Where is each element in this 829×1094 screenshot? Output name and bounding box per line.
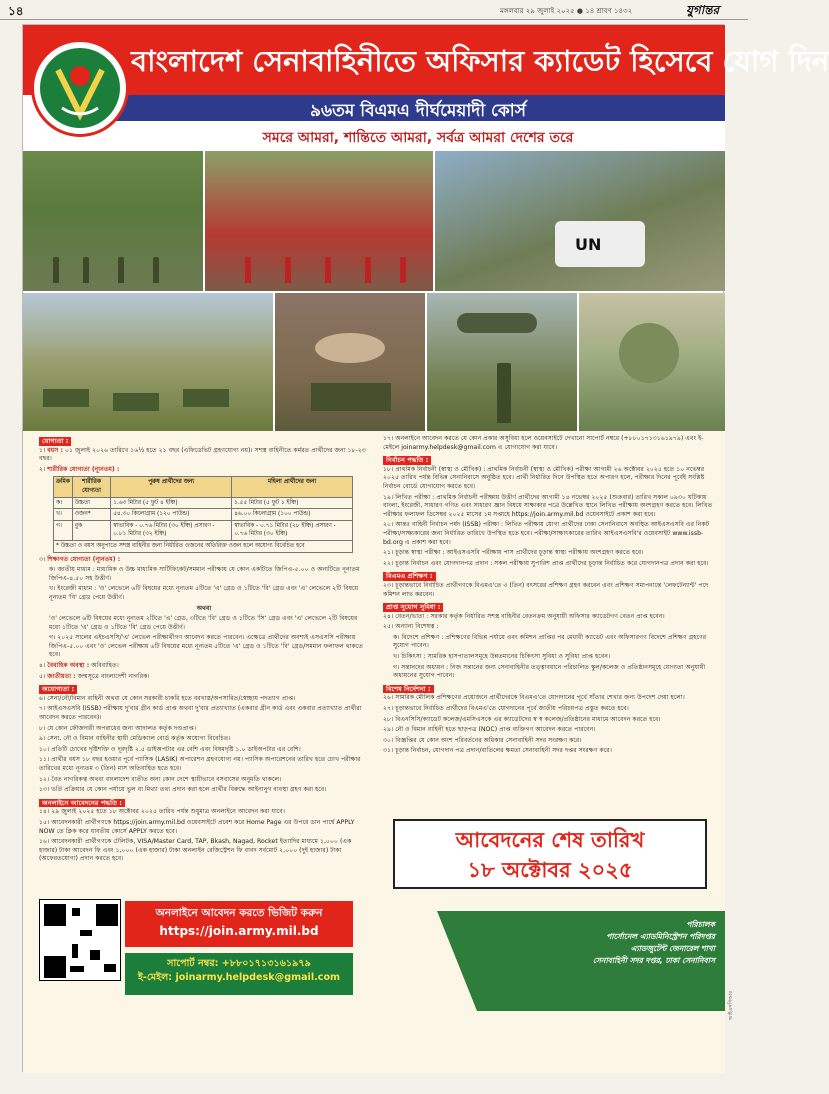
course-title: ৯৬তম বিএমএ দীর্ঘমেয়াদী কোর্স bbox=[310, 101, 526, 121]
education-national: ক। জাতীয় মাধ্যম : মাধ্যমিক ও উচ্চ মাধ্যমিক সার্টিফিকেট/সমমান পরীক্ষায় যে কোন একটিতে জিপিএ-৫.০০ ও অন্যটিতে নূন্যতম জিপিএ-৪.৫০ সহ উত্তীর্ণ। bbox=[49, 566, 360, 582]
apply-online-text: অনলাইনে আবেদন করতে ভিজিট করুন bbox=[155, 907, 323, 919]
physical-requirements-table bbox=[53, 476, 353, 552]
list-item: খ। চিকিৎসা : সামরিক হাসপাতালসমূহে উন্নতমানের চিকিৎসা সুবিধা ও সুবিধা প্রাপ্ত হবেন। bbox=[393, 653, 611, 661]
eligibility-age: ১। বয়স : ০১ জুলাই ২০২৬ তারিখে ১৬½ হতে ২১ বছর (এফিডেভিট গ্রহণযোগ্য নয়)। সশস্ত্র বাহিনীতে কর্মরত প্রার্থীদের জন্য ১৮-২৩ বছর। bbox=[39, 446, 366, 463]
issuer-directorate: পার্সোনেল এ্যাডমিনিস্ট্রেশন পরিদপ্তর bbox=[606, 932, 715, 941]
newspaper-logo: যুগান্তর bbox=[686, 3, 720, 17]
list-item: ২৪। বেতন/ভাতা : সরকার কর্তৃক নির্ধারিত সশস্ত্র বাহিনীর বেতনক্রম অনুযায়ী অফিসার ক্যাডেটগণ বেতন প্রাপ্ত হবেন। bbox=[383, 612, 665, 620]
banner-title: বাংলাদেশ সেনাবাহিনীতে অফিসার ক্যাডেট হিসেবে যোগ দিন bbox=[131, 44, 829, 78]
table-header: পুরুষ প্রার্থীদের জন্য bbox=[111, 477, 232, 497]
page-number: ১৪ bbox=[8, 4, 24, 18]
education-hsc-candidates: গ। ২০২৫ সালের এইচএসসি/'এ' লেভেল পরীক্ষার্থীগণ আবেদন করতে পারবেন। এক্ষেত্রে প্রার্থীদের অবশ্যই এসএসসি পরীক্ষায় জিপিএ-৫.০০ এবং 'ও' লেভেল পরীক্ষায় ৬টি বিষয়ের মধ্যে নূন্যতম ৫টিতে 'এ' গ্রেড ও ১টিতে 'বি' গ্রেড/সমমান ফলাফল থাকতে হবে। bbox=[49, 634, 363, 659]
table-header: ক্রমিক bbox=[54, 477, 73, 497]
list-item: ১১। প্রার্থীর বয়স ১৮ বছর হওয়ার পূর্বে প্যাসিক (LASIK) অপারেশন গ্রহণযোগ্য নয়। প্যাসিক অপারেশনের তারিখ হতে চোখ পরীক্ষার তারিখের মধ্যে নূন্যতম ৩ (তিন) মাস অতিবাহিত হতে হবে। bbox=[39, 756, 361, 772]
list-item: ১৮। প্রাথমিক নির্বাচনী (স্বাস্থ্য ও মৌখিক) : প্রাথমিক নির্বাচনী (স্বাস্থ্য ও মৌখিক) পরীক্ষা আগামী ২৬ অক্টোবর ২০২৫ হতে ১০ নভেম্বর ২০২৫ তারিখ পর্যন্ত বিভিন্ন সেনানিবাসে অনুষ্ঠিত হবে। প্রার্থী নির্ধারিত দিনে উপস্থিত হতে অপারগ হলে, পরীক্ষার দিনের পূর্বেই সংশ্লিষ্ট নির্বাচন বোর্ডে যোগাযোগ করতে হবে। bbox=[383, 465, 705, 490]
deadline-box bbox=[393, 819, 707, 889]
table-row: ক। উচ্চতা ১.৬৩ মিটার (৫ ফুট ৪ ইঞ্চি) ১.৫৫ মিটার (৫ ফুট ১ ইঞ্চি) bbox=[54, 497, 353, 509]
left-column bbox=[39, 435, 369, 866]
table-row: খ। ওজন* ৫৪.৩০ কিলোগ্রাম (১২০ পাউন্ড) ৪৬.০০ কিলোগ্রাম (১০০ পাউন্ড) bbox=[54, 509, 353, 521]
list-item: ১২। বৈত নাগরিকত্ব অথবা বাংলাদেশ ব্যতীত অন্য কোন দেশে স্থায়ীভাবে বসবাসের অনুমতি থাকলে। bbox=[39, 775, 282, 783]
photo-parade-band bbox=[205, 151, 433, 291]
online-heading: অনলাইনে আবেদনের পদ্ধতি : bbox=[39, 799, 125, 808]
selection-heading: নির্বাচন পদ্ধতি : bbox=[383, 456, 431, 465]
list-item: ২৩। চূড়ান্তভাবে নির্বাচিত প্রার্থীগণকে বিএমএ'তে ৩ (তিন) বৎসরের প্রশিক্ষণ গ্রহণ করবেন এবং প্রশিক্ষণ সমাপনান্তে 'লেফটেন্যান্ট' পদে কমিশন লাভ করবেন। bbox=[383, 581, 709, 598]
list-item: ২১। চূড়ান্ত স্বাস্থ্য পরীক্ষা : আইএসএসবি পরীক্ষায় পাস প্রার্থীদের চূড়ান্ত স্বাস্থ্য পরীক্ষায় অংশগ্রহণ করতে হবে। bbox=[383, 549, 644, 557]
page-header bbox=[0, 0, 748, 20]
eligibility-nationality: ৫। জাতীয়তা : জন্মসূত্রে বাংলাদেশী নাগরিক। bbox=[39, 672, 150, 680]
list-item: ২০। আন্তঃ বাহিনী নির্বাচন পর্ষদ (ISSB) পরীক্ষা : লিখিত পরীক্ষায় যোগ্য প্রার্থীদের ঢাকা সেনানিবাসে অবস্থিত আইএসএসবি এর নিকট পরীক্ষা/সাক্ষ্যকারের জন্য নির্ধারিত তারিখে উপস্থিত হতে হবে। পরীক্ষা/সাক্ষাৎকারের তারিখ আইএসএসবি'র ওয়েবসাইট www.issb-bd.org এ প্রকাশ করা হবে। bbox=[383, 521, 710, 546]
table-header: শারীরিক যোগ্যতা bbox=[72, 477, 110, 497]
date-line: মঙ্গলবার ২৯ জুলাই ২০২৫ ● ১৪ শ্রাবণ ১৪৩২ bbox=[500, 7, 633, 15]
support-phone[interactable]: সাপোর্ট নম্বর: +৮৮০১৭১৩১৬১৯৭৯ bbox=[167, 958, 311, 969]
table-note-row: * উচ্চতা ও বয়স অনুপাতে সশস্ত্র বাহিনীর জন্য নির্ধারিত ওজনের অতিরিক্ত ওজন হলে অযোগ্য বিবেচিত হবে bbox=[54, 540, 353, 552]
banner bbox=[23, 25, 829, 151]
list-item: ৩১। চূড়ান্ত নির্বাচন, যোগদান পত্র প্রদান/বাতিলের ক্ষমতা সেনাবাহিনী সদর দপ্তর সংরক্ষণ করে। bbox=[383, 747, 612, 755]
list-item: ৬। সেনা/নৌ/বিমান বাহিনী অথবা যে কোন সরকারী চাকরি হতে বরখাস্ত/অপসারিত/স্বেচ্ছায় পদত্যাগ প্রাপ্ত। bbox=[39, 694, 296, 702]
issuer-hq: সেনাবাহিনী সদর দপ্তর, ঢাকা সেনানিবাস bbox=[592, 956, 715, 965]
list-item: ১০। প্রতিটি চোখের দৃষ্টিশক্তি ও দূরদৃষ্টি ২.৫ ডাইঅপটার এর বেশি এবং বিষমদৃষ্টি ১.০ ডাইঅপটার এর বেশি। bbox=[39, 745, 301, 753]
photo-helicopter-soldier bbox=[427, 293, 577, 431]
education-or: অথবা bbox=[196, 604, 212, 612]
qr-code-icon[interactable] bbox=[39, 899, 121, 981]
list-item: ৭। আইএসএসবি (ISSB) পরীক্ষায় দু'বার গ্রীন কার্ড প্রাপ্ত অথবা দু'বার প্রত্যাখ্যাত (একবার গ্রীন কার্ড এবং একবার প্রত্যাখ্যাত প্রার্থীরা আবেদন করতে পারবেন)। bbox=[39, 705, 362, 722]
motto: সমরে আমরা, শান্তিতে আমরা, সর্বত্র আমরা দেশের তরে bbox=[262, 130, 574, 146]
eligibility-physical: ২। শারীরিক যোগ্যতা (ন্যূনতম) : bbox=[39, 465, 120, 473]
apply-online-box bbox=[125, 901, 353, 947]
photo-officers-inspection bbox=[23, 151, 203, 291]
support-email[interactable]: ই-মেইল: joinarmy.helpdesk@gmail.com bbox=[137, 972, 341, 983]
education-english: খ। ইংরেজী মাধ্যম : 'ও' লেভেলে ৬টি বিষয়ের মধ্যে নূন্যতম ৫টিতে 'এ' গ্রেড ও ১টিতে 'বি' গ্রেড এবং 'এ' লেভেলে ২টি বিষয়ে নূন্যতম 'বি' গ্রেড পেয়ে উত্তীর্ণ। bbox=[49, 585, 359, 601]
benefits-heading: প্রাপ্ত সুযোগ সুবিধা : bbox=[383, 603, 443, 612]
side-code: আইএসপিআর bbox=[728, 991, 734, 1020]
eligibility-education: ৩। শিক্ষাগত যোগ্যতা (ন্যূনতম) : bbox=[39, 555, 121, 563]
list-item: ২৬। সামরিক মৌলিক প্রশিক্ষণের প্রয়োজনে প্রার্থীদেরকে বিএমএ'তে যোগদানের পূর্বে সাঁতার শেখার জন্য উপদেশ দেয়া হলো। bbox=[383, 694, 685, 702]
issuer-title: পরিচালক bbox=[686, 920, 715, 929]
support-intro: ১৭। অনলাইনে আবেদন করতে যে কোন প্রকার অসুবিধা হলে ওয়েবসাইটে দেখানো সাপোর্ট নম্বরে (+৮৮০১৭১৩১৬১৯৭৯) এবং ই-মেইলে joinarmy.helpdesk@gmail.com এ যোগাযোগ করা যাবে। bbox=[383, 435, 704, 451]
photo-collage bbox=[23, 151, 725, 431]
training-heading: বিএমএ প্রশিক্ষণ : bbox=[383, 572, 436, 581]
list-item: ১৯। লিখিত পরীক্ষা : প্রাথমিক নির্বাচনী পরীক্ষায় উত্তীর্ণ প্রার্থীদের আগামী ১৪ নভেম্বর ২০২৫ (শুক্রবার) তারিখ সকাল ০৯৩০ ঘটিকায় বাংলা, ইংরেজী, সাধারণ গণিত এবং সাধারণ জ্ঞান বিষয়ে সাক্ষ্যকার পত্রে উল্লেখিত স্থানে লিখিত পরীক্ষায় অংশগ্রহণ করতে হবে। লিখিত পরীক্ষার ফলাফল ডিসেম্বর ২০২৫ মাসের ১ম সপ্তাহে https://join.army.mil.bd ওয়েবসাইটে প্রকাশ করা হবে। bbox=[383, 493, 713, 518]
education-english-alt: 'ও' লেভেলে ৬টি বিষয়ের মধ্যে নূন্যতম ২টিতে 'এ' গ্রেড, ৩টিতে 'বি' গ্রেড ও ১টিতে 'সি' গ্রেড এবং 'এ' লেভেলে ২টি বিষয়ের মধ্যে ১টিতে 'এ' গ্রেড ও ১টিতে 'বি' গ্রেড পেয়ে উত্তীর্ণ। bbox=[49, 615, 358, 631]
eligibility-heading: যোগ্যতা : bbox=[39, 437, 71, 446]
photo-tanks bbox=[23, 293, 273, 431]
eligibility-marital: ৪। বৈবাহিক অবস্থা : অবিবাহিত। bbox=[39, 662, 119, 670]
list-item: ১৫। আবেদনকারী প্রার্থীগণকে https://join.army.mil.bd ওয়েবসাইটে প্রবেশ করে Home Page এর উপরে ডান পার্শ্বে APPLY NOW তে ক্লিক করে যাবতীয় কোর্সে APPLY করতে হবে। bbox=[39, 818, 355, 835]
deadline-date: ১৮ অক্টোবর ২০২৫ bbox=[467, 858, 633, 882]
photo-rocket-launcher bbox=[275, 293, 425, 431]
list-item: গ। সন্তানদের অধ্যয়ন : নিজ সন্তানের জন্য সেনাবাহিনীর তত্ত্বাবধানে পরিচালিত স্কুল/কলেজ ও প্রতিষ্ঠানসমূহে যোগ্যতা অনুযায়ী অধ্যয়নের সুযোগ পাবেন। bbox=[393, 663, 706, 680]
issuer-branch: এ্যাডজুটেন্ট জেনারেল শাখা bbox=[630, 944, 715, 953]
list-item: ১৩। ভর্তি প্রক্রিয়ার যে কোন পর্যায়ে ভুল বা মিথ্যা তথ্য প্রদান করা হলে প্রার্থীর বিরুদ্ধে আইনানুগ ব্যবস্থা গ্রহণ করা হবে। bbox=[39, 786, 327, 794]
table-header: মহিলা প্রার্থীদের জন্য bbox=[232, 477, 353, 497]
list-item: ৯। সেনা, নৌ ও বিমান বাহিনীর স্থায়ী মেডিক্যাল বোর্ড কর্তৃক অযোগ্য বিবেচিত। bbox=[39, 735, 231, 743]
deadline-label: আবেদনের শেষ তারিখ bbox=[455, 828, 645, 852]
apply-url-link[interactable]: https://join.army.mil.bd bbox=[159, 924, 319, 938]
support-box bbox=[125, 953, 353, 995]
list-item: ৮। যে কোন ফৌজদারী অপরাধের জন্য আদালত কর্তৃক দণ্ডপ্রাপ্ত। bbox=[39, 724, 197, 732]
list-item: ২৯। নৌ ও বিমান বাহিনী হতে ছাড়পত্র (NOC) প্রাপ্ত ব্যক্তিগণ আবেদন করতে পারবেন। bbox=[383, 726, 596, 734]
table-row: গ। বুক স্বাভাবিক - ০.৭৬ মিটার (৩০ ইঞ্চি) প্রসারণ - ০.৮১ মিটার (৩২ ইঞ্চি) স্বাভাবিক - ০.৭১ মিটার (২৮ ইঞ্চি) প্রসারণ - ০.৭৬ মিটার (৩০ ইঞ্চি) bbox=[54, 520, 353, 540]
photo-parachutist bbox=[579, 293, 725, 431]
photo-un-peacekeeping: UN bbox=[435, 151, 725, 291]
list-item: ৩০। বিজ্ঞপ্তির যে কোন অংশ পরিবর্তনের অধিকার সেনাবাহিনী সদর সংরক্ষণ করে। bbox=[383, 736, 582, 744]
special-heading: বিশেষ নির্দেশনা : bbox=[383, 685, 434, 694]
disqualification-heading: অযোগ্যতা : bbox=[39, 685, 77, 694]
list-item: ১৪। ২৯ জুলাই ২০২৫ হতে ১৮ অক্টোবর ২০২৫ তারিখ পর্যন্ত শুধুমাত্র অনলাইনে আবেদন করা যাবে। bbox=[39, 808, 286, 816]
list-item: ক। বিদেশে প্রশিক্ষণ : প্রশিক্ষণের বিভিন্ন পর্যায়ে এবং কমিশন প্রাপ্তির পর মেধাবী ক্যাডেট এবং অফিসারগণ বিদেশে প্রশিক্ষণ গ্রহণের সুযোগ পাবেন। bbox=[393, 633, 707, 650]
list-item: ২২। চূড়ান্ত নির্বাচন এবং যোগদানপত্র প্রদান : সকল পরীক্ষায় সুপারিশ প্রাপ্ত প্রার্থীদের চূড়ান্ত নির্বাচিত করে যোগদানপত্র প্রদান করা হবে। bbox=[383, 559, 709, 567]
list-item: ১৬। আবেদনকারী প্রার্থীগণকে টেলিটক, VISA/Master Card, TAP, Bkash, Nagad, Rocket ইত্যাদির মাধ্যমে ১,০০০ (এক হাজার) টাকা আবেদন ফি এবং ১,০০০ (এক হাজার) টাকা অনলাইন রেজিস্ট্রেশন ফি বাবদ সর্বমোট ২,০০০ (দুই হাজার) টাকা (অফেরতযোগ্য) প্রদান করতে হবে। bbox=[39, 838, 352, 863]
ad-body bbox=[23, 431, 725, 1073]
issuer-block bbox=[477, 911, 725, 1011]
right-column bbox=[383, 435, 713, 758]
list-item: ২৭। চূড়ান্তভাবে নির্বাচিত প্রার্থীদের বিএমএ'তে যোগদানের পূর্বে জাতীয় পরিচয়পত্র প্রস্তুত করতে হবে। bbox=[383, 705, 629, 713]
list-item: ২৫। অন্যান্য বিশেষত্ব : bbox=[383, 623, 439, 631]
list-item: ২৮। বিএনসিসি/ক্যাডেট কলেজ/এমসিএসকে এর ক্যাডেটদের স্ব স্ব কলেজ/প্রতিষ্ঠানের মাধ্যমে আবেদন করতে হবে। bbox=[383, 715, 661, 723]
